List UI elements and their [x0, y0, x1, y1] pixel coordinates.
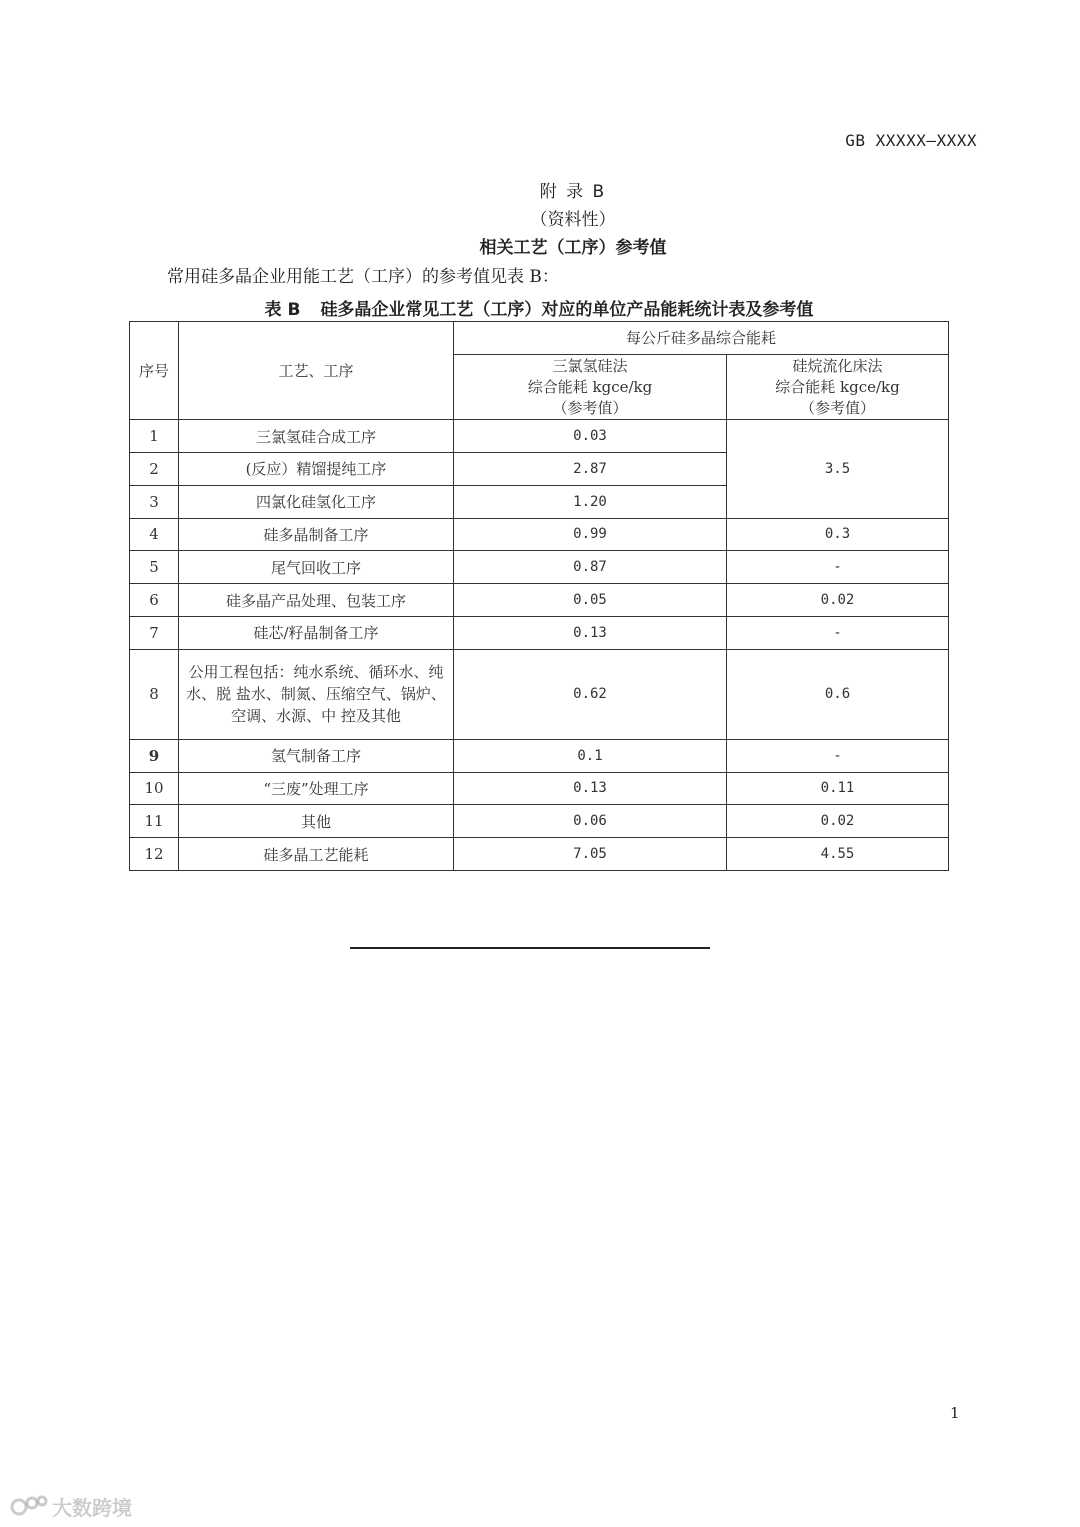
watermark: [10, 1492, 132, 1521]
header-method1-unit: 综合能耗 kgce/kg: [527, 377, 653, 396]
header-method2-unit: 综合能耗 kgce/kg: [775, 377, 900, 396]
cell-process: 氢气制备工序: [179, 739, 454, 772]
table-row: [130, 772, 949, 805]
cell-process-multiline: [179, 649, 454, 739]
cell-no: 11: [130, 805, 179, 838]
cell-process: 硅多晶工艺能耗: [179, 838, 454, 871]
energy-consumption-table: [129, 321, 949, 871]
cell-value-trichlorosilane: 1.20: [454, 485, 727, 518]
table-row: [130, 649, 949, 739]
cell-process: 尾气回收工序: [179, 551, 454, 584]
cell-value-trichlorosilane: 0.13: [454, 616, 727, 649]
table-row: [130, 584, 949, 617]
end-of-document-rule: [350, 947, 710, 949]
cell-no: 8: [130, 649, 179, 739]
table-caption: [130, 295, 948, 320]
table-header-row: [130, 322, 949, 355]
cell-process-line: 水、脱 盐水、制氮、压缩空气、锅炉、: [186, 685, 446, 704]
cell-value-silane: 0.6: [727, 649, 949, 739]
cell-value-trichlorosilane: 0.99: [454, 518, 727, 551]
table-row: [130, 420, 949, 453]
cell-no: 7: [130, 616, 179, 649]
cell-value-silane: 0.02: [727, 805, 949, 838]
cell-process: “三废”处理工序: [179, 772, 454, 805]
appendix-title: 附 录 B: [539, 182, 607, 202]
table-row: [130, 518, 949, 551]
table-row: [130, 805, 949, 838]
cell-value-silane: 4.55: [727, 838, 949, 871]
cell-process: 硅芯/籽晶制备工序: [179, 616, 454, 649]
cell-no: 4: [130, 518, 179, 551]
cell-value-trichlorosilane: 0.62: [454, 649, 727, 739]
cell-process: 四氯化硅氢化工序: [179, 485, 454, 518]
watermark-text: 大数跨境: [52, 1496, 132, 1520]
header-method2-note: （参考值）: [800, 398, 876, 417]
cell-value-silane: -: [727, 739, 949, 772]
cell-process: 其他: [179, 805, 454, 838]
cell-process: 硅多晶产品处理、包装工序: [179, 584, 454, 617]
cell-value-silane: -: [727, 551, 949, 584]
cell-no: 2: [130, 453, 179, 486]
table-row: [130, 551, 949, 584]
header-trichlorosilane: [454, 354, 727, 420]
header-group: 每公斤硅多晶综合能耗: [454, 322, 949, 355]
cell-value-trichlorosilane: 0.05: [454, 584, 727, 617]
cell-no: 1: [130, 420, 179, 453]
appendix-heading: 相关工艺（工序）参考值: [479, 238, 667, 258]
table-row: [130, 616, 949, 649]
table-caption-number: 表 B: [264, 300, 301, 320]
cell-value-trichlorosilane: 0.1: [454, 739, 727, 772]
cell-value-trichlorosilane: 0.06: [454, 805, 727, 838]
header-seq: 序号: [130, 322, 179, 420]
page-number: 1: [950, 1404, 960, 1422]
cell-process: (反应）精馏提纯工序: [179, 453, 454, 486]
header-method1-note: （参考值）: [552, 398, 628, 417]
intro-text: 常用硅多晶企业用能工艺（工序）的参考值见表 B：: [167, 267, 559, 287]
cell-no: 3: [130, 485, 179, 518]
cell-process: 硅多晶制备工序: [179, 518, 454, 551]
cell-value-trichlorosilane: 0.03: [454, 420, 727, 453]
table-caption-text: 硅多晶企业常见工艺（工序）对应的单位产品能耗统计表及参考值: [320, 300, 814, 320]
cell-no: 6: [130, 584, 179, 617]
table-row: [130, 739, 949, 772]
cell-process-line: 空调、水源、中 控及其他: [231, 707, 401, 726]
header-method1-name: 三氯氢硅法: [552, 356, 628, 375]
cell-value-trichlorosilane: 7.05: [454, 838, 727, 871]
cell-value-silane: 0.3: [727, 518, 949, 551]
logo-mark-icon: [10, 1493, 48, 1521]
cell-value-silane: 0.02: [727, 584, 949, 617]
cell-value-silane: 0.11: [727, 772, 949, 805]
cell-no: 9: [130, 739, 179, 772]
standard-number: GB XXXXX—XXXX: [845, 131, 977, 150]
header-process: 工艺、工序: [179, 322, 454, 420]
cell-value-trichlorosilane: 0.13: [454, 772, 727, 805]
cell-value-silane: -: [727, 616, 949, 649]
appendix-nature: （资料性）: [530, 210, 616, 230]
cell-process: 三氯氢硅合成工序: [179, 420, 454, 453]
cell-no: 5: [130, 551, 179, 584]
cell-no: 10: [130, 772, 179, 805]
cell-value-trichlorosilane: 0.87: [454, 551, 727, 584]
cell-process-line: 公用工程包括：纯水系统、循环水、纯: [188, 663, 444, 682]
cell-no: 12: [130, 838, 179, 871]
header-silane-fbr: [727, 354, 949, 420]
table-row: [130, 838, 949, 871]
cell-value-trichlorosilane: 2.87: [454, 453, 727, 486]
cell-value-silane-merged: 3.5: [727, 420, 949, 518]
header-method2-name: 硅烷流化床法: [792, 356, 883, 375]
